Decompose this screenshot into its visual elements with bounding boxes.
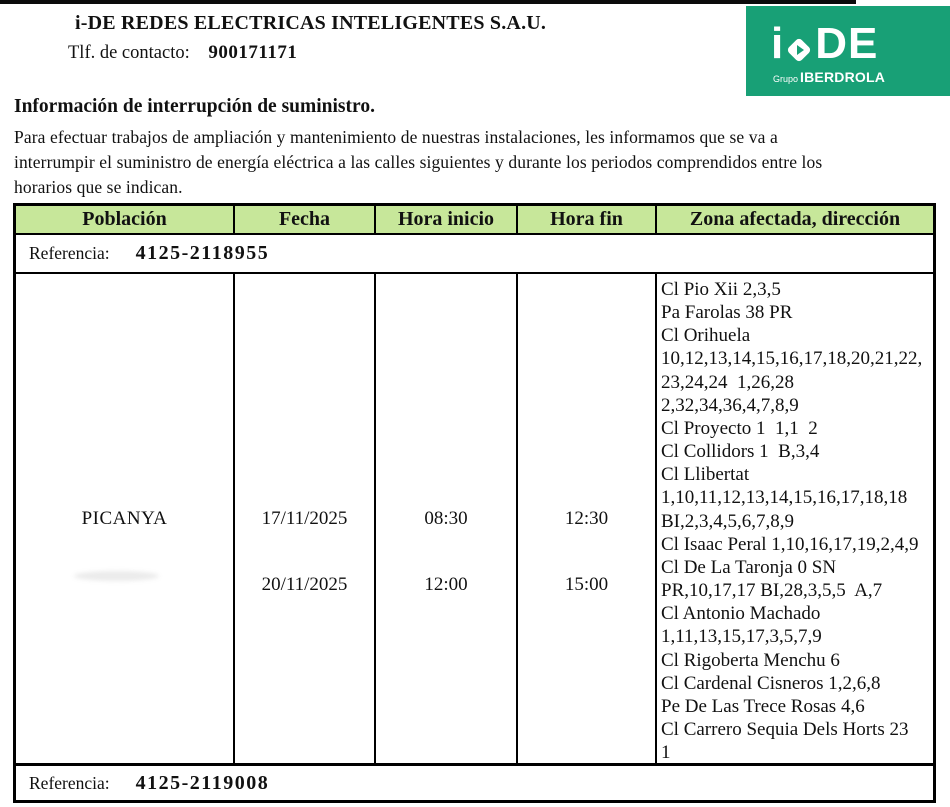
column-header-poblacion: Población [16, 206, 235, 233]
poblacion-value: PICANYA [81, 508, 168, 529]
zona-street-line: 1,10,11,12,13,14,15,16,17,18,18 [661, 487, 908, 509]
notice-body-line: horarios que se indican. [14, 177, 183, 197]
contact-phone: 900171171 [208, 42, 298, 63]
time-start-value: 08:30 [424, 508, 468, 529]
notice-body-line: Para efectuar trabajos de ampliación y mantenimiento de nuestras instalaciones, les informamos que se va a [14, 127, 778, 147]
zona-street-line: 2,32,34,36,4,7,8,9 [661, 394, 799, 416]
zona-street-line: Cl De La Taronja 0 SN [661, 556, 837, 578]
zona-street-line: PR,10,17,17 BI,28,3,5,5 A,7 [661, 580, 883, 602]
table-header-row [16, 206, 933, 235]
zona-street-line: Pe De Las Trece Rosas 4,6 [661, 695, 865, 717]
zona-street-line: Cl Pio Xii 2,3,5 [661, 279, 781, 300]
zona-street-line: Cl Rigoberta Menchu 6 [661, 649, 840, 671]
ide-logo-wordmark [746, 6, 950, 68]
notice-body-line: interrumpir el suministro de energía eléctrica a las calles siguientes y durante los periodos comprendidos entre los [14, 152, 823, 172]
outage-data-row [16, 274, 933, 766]
reference-number: 4125-2118955 [135, 242, 270, 264]
column-header-fecha: Fecha [235, 206, 376, 233]
hora-inicio-cell [376, 274, 518, 763]
zona-street-line: BI,2,3,4,5,6,7,8,9 [661, 510, 794, 532]
zona-street-line: Cl Isaac Peral 1,10,16,17,19,2,4,9 [661, 533, 919, 555]
reference-row-bottom [16, 766, 933, 800]
reference-label: Referencia: [29, 772, 110, 793]
column-header-zona: Zona afectada, dirección [689, 208, 901, 230]
zona-street-line: 1,11,13,15,17,3,5,7,9 [661, 626, 822, 648]
fecha-cell [235, 274, 376, 763]
date-value: 20/11/2025 [261, 574, 348, 595]
reference-row-top [16, 235, 933, 274]
zona-street-line: 1 [661, 742, 671, 763]
zona-street-line: Cl Carrero Sequia Dels Horts 23 [661, 718, 909, 740]
iberdrola-label: IBERDROLA [800, 69, 886, 85]
zona-street-line: Cl Antonio Machado [661, 603, 821, 625]
contact-label: Tlf. de contacto: [68, 43, 190, 63]
date-value: 17/11/2025 [261, 508, 348, 529]
zona-street-line: Cl Cardenal Cisneros 1,2,6,8 [661, 672, 881, 694]
faded-text-smudge [74, 571, 159, 581]
zona-afectada-cell [657, 274, 933, 763]
zona-street-line: 23,24,24 1,26,28 [661, 371, 794, 393]
logo-de-glyph: DE [815, 18, 879, 68]
ide-logo [746, 6, 950, 96]
column-header-hora-inicio: Hora inicio [376, 206, 518, 233]
logo-i-glyph: i [771, 18, 784, 68]
zona-street-line: Cl Orihuela [661, 325, 751, 347]
reference-number: 4125-2119008 [135, 771, 270, 794]
hora-fin-cell [518, 274, 657, 763]
arrow-right-icon [790, 41, 808, 59]
ide-diamond-icon [787, 37, 812, 62]
time-start-value: 12:00 [424, 574, 468, 595]
grupo-label: Grupo [773, 74, 799, 84]
outage-table [13, 203, 936, 803]
column-header-hora-fin: Hora fin [518, 206, 657, 233]
zona-street-line: Cl Llibertat [661, 464, 750, 486]
time-end-value: 15:00 [564, 574, 609, 595]
zona-street-line: Cl Collidors 1 B,3,4 [661, 441, 820, 463]
time-end-value: 12:30 [564, 508, 609, 529]
zona-street-line: Pa Farolas 38 PR [661, 302, 793, 324]
notice-title: Información de interrupción de suministro. [14, 96, 375, 117]
notice-body [0, 118, 939, 200]
zona-street-line: 10,12,13,14,15,16,17,18,20,21,22, [661, 348, 923, 370]
poblacion-cell [16, 274, 235, 763]
company-name: i-DE REDES ELECTRICAS INTELIGENTES S.A.U. [75, 12, 547, 34]
reference-label: Referencia: [29, 243, 110, 263]
scan-artifact-bar [0, 0, 856, 4]
zona-street-line: Cl Proyecto 1 1,1 2 [661, 417, 818, 439]
